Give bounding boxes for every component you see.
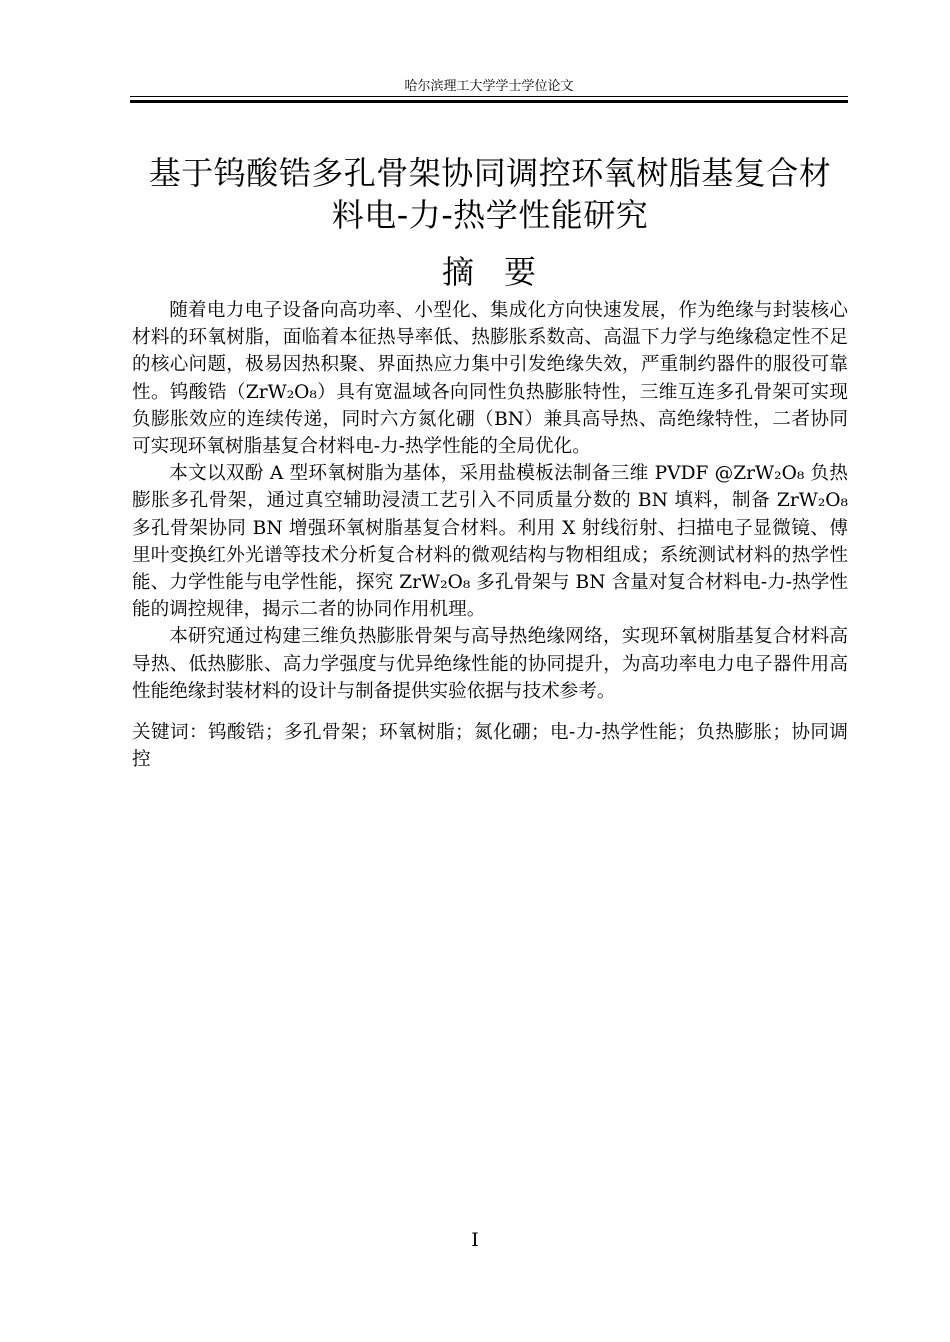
- keywords: [132, 719, 848, 773]
- page-number: I: [471, 1229, 479, 1251]
- thesis-title-line-2: 料电-力-热学性能研究: [331, 196, 649, 234]
- abstract-paragraph-1: 随着电力电子设备向高功率、小型化、集成化方向快速发展，作为绝缘与封装核心材料的环氧树脂，面临着本征热导率低、热膨胀系数高、高温下力学与绝缘稳定性不足的核心问题，极易因热积聚、界面热应力集中引发绝缘失效，严重制约器件的服役可靠性。钨酸锆（ZrW₂O₈）具有宽温域各向同性负热膨胀特性，三维互连多孔骨架可实现负膨胀效应的连续传递，同时六方氮化硼（BN）兼具高导热、高绝缘特性，二者协同可实现环氧树脂基复合材料电-力-热学性能的全局优化。: [132, 300, 848, 458]
- keywords-text: 钨酸锆；多孔骨架；环氧树脂；氮化硼；电-力-热学性能；负热膨胀；协同调控: [132, 722, 848, 771]
- running-header-text: 哈尔滨理工大学学士学位论文: [404, 79, 574, 94]
- thesis-title: [105, 152, 875, 236]
- keywords-label: 关键词：: [132, 722, 209, 744]
- abstract-paragraph-2: 本文以双酚 A 型环氧树脂为基体，采用盐模板法制备三维 PVDF @ZrW₂O₈ 负热膨胀多孔骨架，通过真空辅助浸渍工艺引入不同质量分数的 BN 填料，制备 ZrW₂O₈ 多孔骨架协同 BN 增强环氧树脂基复合材料。利用 X 射线衍射、扫描电子显微镜、傅里叶变换红外光谱等技术分析复合材料的微观结构与物相组成；系统测试材料的热学性能、力学性能与电学性能，探究 ZrW₂O₈ 多孔骨架与 BN 含量对复合材料电-力-热学性能的调控规律，揭示二者的协同作用机理。: [132, 463, 848, 621]
- abstract-paragraph-3: 本研究通过构建三维负热膨胀骨架与高导热绝缘网络，实现环氧树脂基复合材料高导热、低热膨胀、高力学强度与优异绝缘性能的协同提升，为高功率电力电子器件用高性能绝缘封装材料的设计与制备提供实验依据与技术参考。: [132, 626, 848, 702]
- thesis-title-line-1: 基于钨酸锆多孔骨架协同调控环氧树脂基复合材: [148, 154, 832, 192]
- header-rule-thin: [130, 96, 848, 97]
- abstract-body: [132, 297, 848, 773]
- running-header: [130, 76, 848, 110]
- header-rule-thick: [130, 100, 848, 103]
- abstract-heading: 摘要: [441, 253, 566, 291]
